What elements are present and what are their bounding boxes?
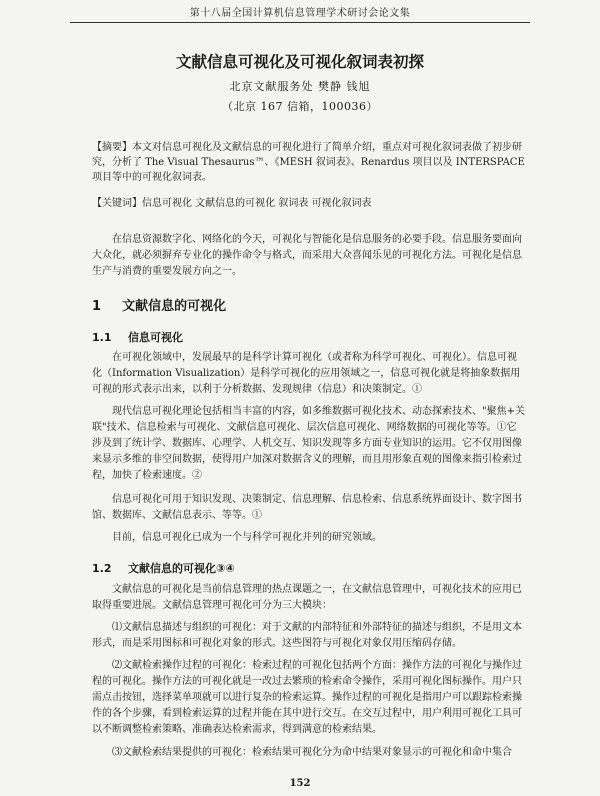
subsection-title: 文献信息的可视化③④ <box>128 562 235 575</box>
author-address: （北京 167 信箱，100036） <box>222 100 378 113</box>
subsection-heading-1-1 <box>92 329 183 345</box>
body-paragraph: 现代信息可视化理论包括相当丰富的内容，如多维数据可视化技术、动态探索技术、"聚焦+关联"技术、信息检索与可视化、文献信息可视化、层次信息可视化、网络数据的可视化等等。①它涉及到了统计学、数据库、心理学、人机交互、知识发现等多方面专业知识的运用。它不仅用图像来显示多维的非空间数据，使得用户加深对数据含义的理解，而且用形象直观的图像来指引检索过程，加快了检索速度。② <box>92 406 525 481</box>
body-paragraph: ⑵文献检索操作过程的可视化：检索过程的可视化包括两个方面：操作方法的可视化与操作过程的可视化。操作方法的可视化就是一改过去繁琐的检索命令操作，采用可视化图标操作。用户只需点击按钮，选择菜单项就可以进行复杂的检索运算。操作过程的可视化是指用户可以跟踪检索操作的各个步骤，看到检索运算的过程并能在其中进行交互。在交互过程中，用户利用可视化工具可以不断调整检索策略、准确表达检索需求，得到满意的检索结果。 <box>92 660 522 735</box>
subsection-heading-1-2 <box>92 560 235 576</box>
body-paragraph: ⑴文献信息描述与组织的可视化：对于文献的内部特征和外部特征的描述与组织，不是用文本形式，而是采用图标和可视化对象的形式。这些图符与可视化对象仅用压缩码存储。 <box>92 622 522 649</box>
body-paragraph: ⑶文献检索结果提供的可视化：检索结果可视化分为命中结果对象显示的可视化和命中集合 <box>112 747 512 758</box>
subsection-title: 信息可视化 <box>128 331 183 344</box>
body-paragraph: 信息可视化可用于知识发现、决策制定、信息理解、信息检索、信息系统界面设计、数字图书馆、数据库、文献信息表示、等等。① <box>92 494 522 521</box>
authors: 北京文献服务处 樊静 钱旭 <box>229 80 371 93</box>
subsection-number: 1.2 <box>92 562 112 575</box>
body-paragraph: 文献信息的可视化是当前信息管理的热点课题之一，在文献信息管理中，可视化技术的应用已取得重要进展。文献信息管理可视化可分为三大模块： <box>92 584 522 611</box>
section-number: 1 <box>92 299 102 314</box>
subsection-number: 1.1 <box>92 331 112 344</box>
keywords: 【关键词】信息可视化 文献信息的可视化 叙词表 可视化叙词表 <box>92 198 372 209</box>
abstract: 【摘要】本文对信息可视化及文献信息的可视化进行了简单介绍，重点对可视化叙词表做了初步研究，分析了 The Visual Thesaurus™、《MESH 叙词表》、Renardus 项目以及 INTERSPACE 项目等中的可视化叙词表。 <box>92 142 525 183</box>
running-header: 第十八届全国计算机信息管理学术研讨会论文集 <box>70 4 530 23</box>
introduction-paragraph: 在信息资源数字化、网络化的今天，可视化与智能化是信息服务的必要手段。信息服务要面向大众化，就必须摒弃专业化的操作命令与格式，而采用大众喜闻乐见的可视化方法。可视化是信息生产与消费的重要发展方向之一。 <box>92 234 522 277</box>
section-title: 文献信息的可视化 <box>122 299 227 314</box>
paper-title: 文献信息可视化及可视化叙词表初探 <box>175 53 424 71</box>
page-number: 152 <box>289 778 311 789</box>
section-heading-1 <box>92 295 226 314</box>
body-paragraph: 目前，信息可视化已成为一个与科学可视化并列的研究领域。 <box>112 532 382 543</box>
body-paragraph: 在可视化领域中，发展最早的是科学计算可视化（或者称为科学可视化、可视化）。信息可视化（Information Visualization）是科学可视化的应用领域之一，信息可视化就是将抽象数据用可视的形式表示出来，以利于分析数据、发现规律（信息）和决策制定。① <box>92 352 521 395</box>
